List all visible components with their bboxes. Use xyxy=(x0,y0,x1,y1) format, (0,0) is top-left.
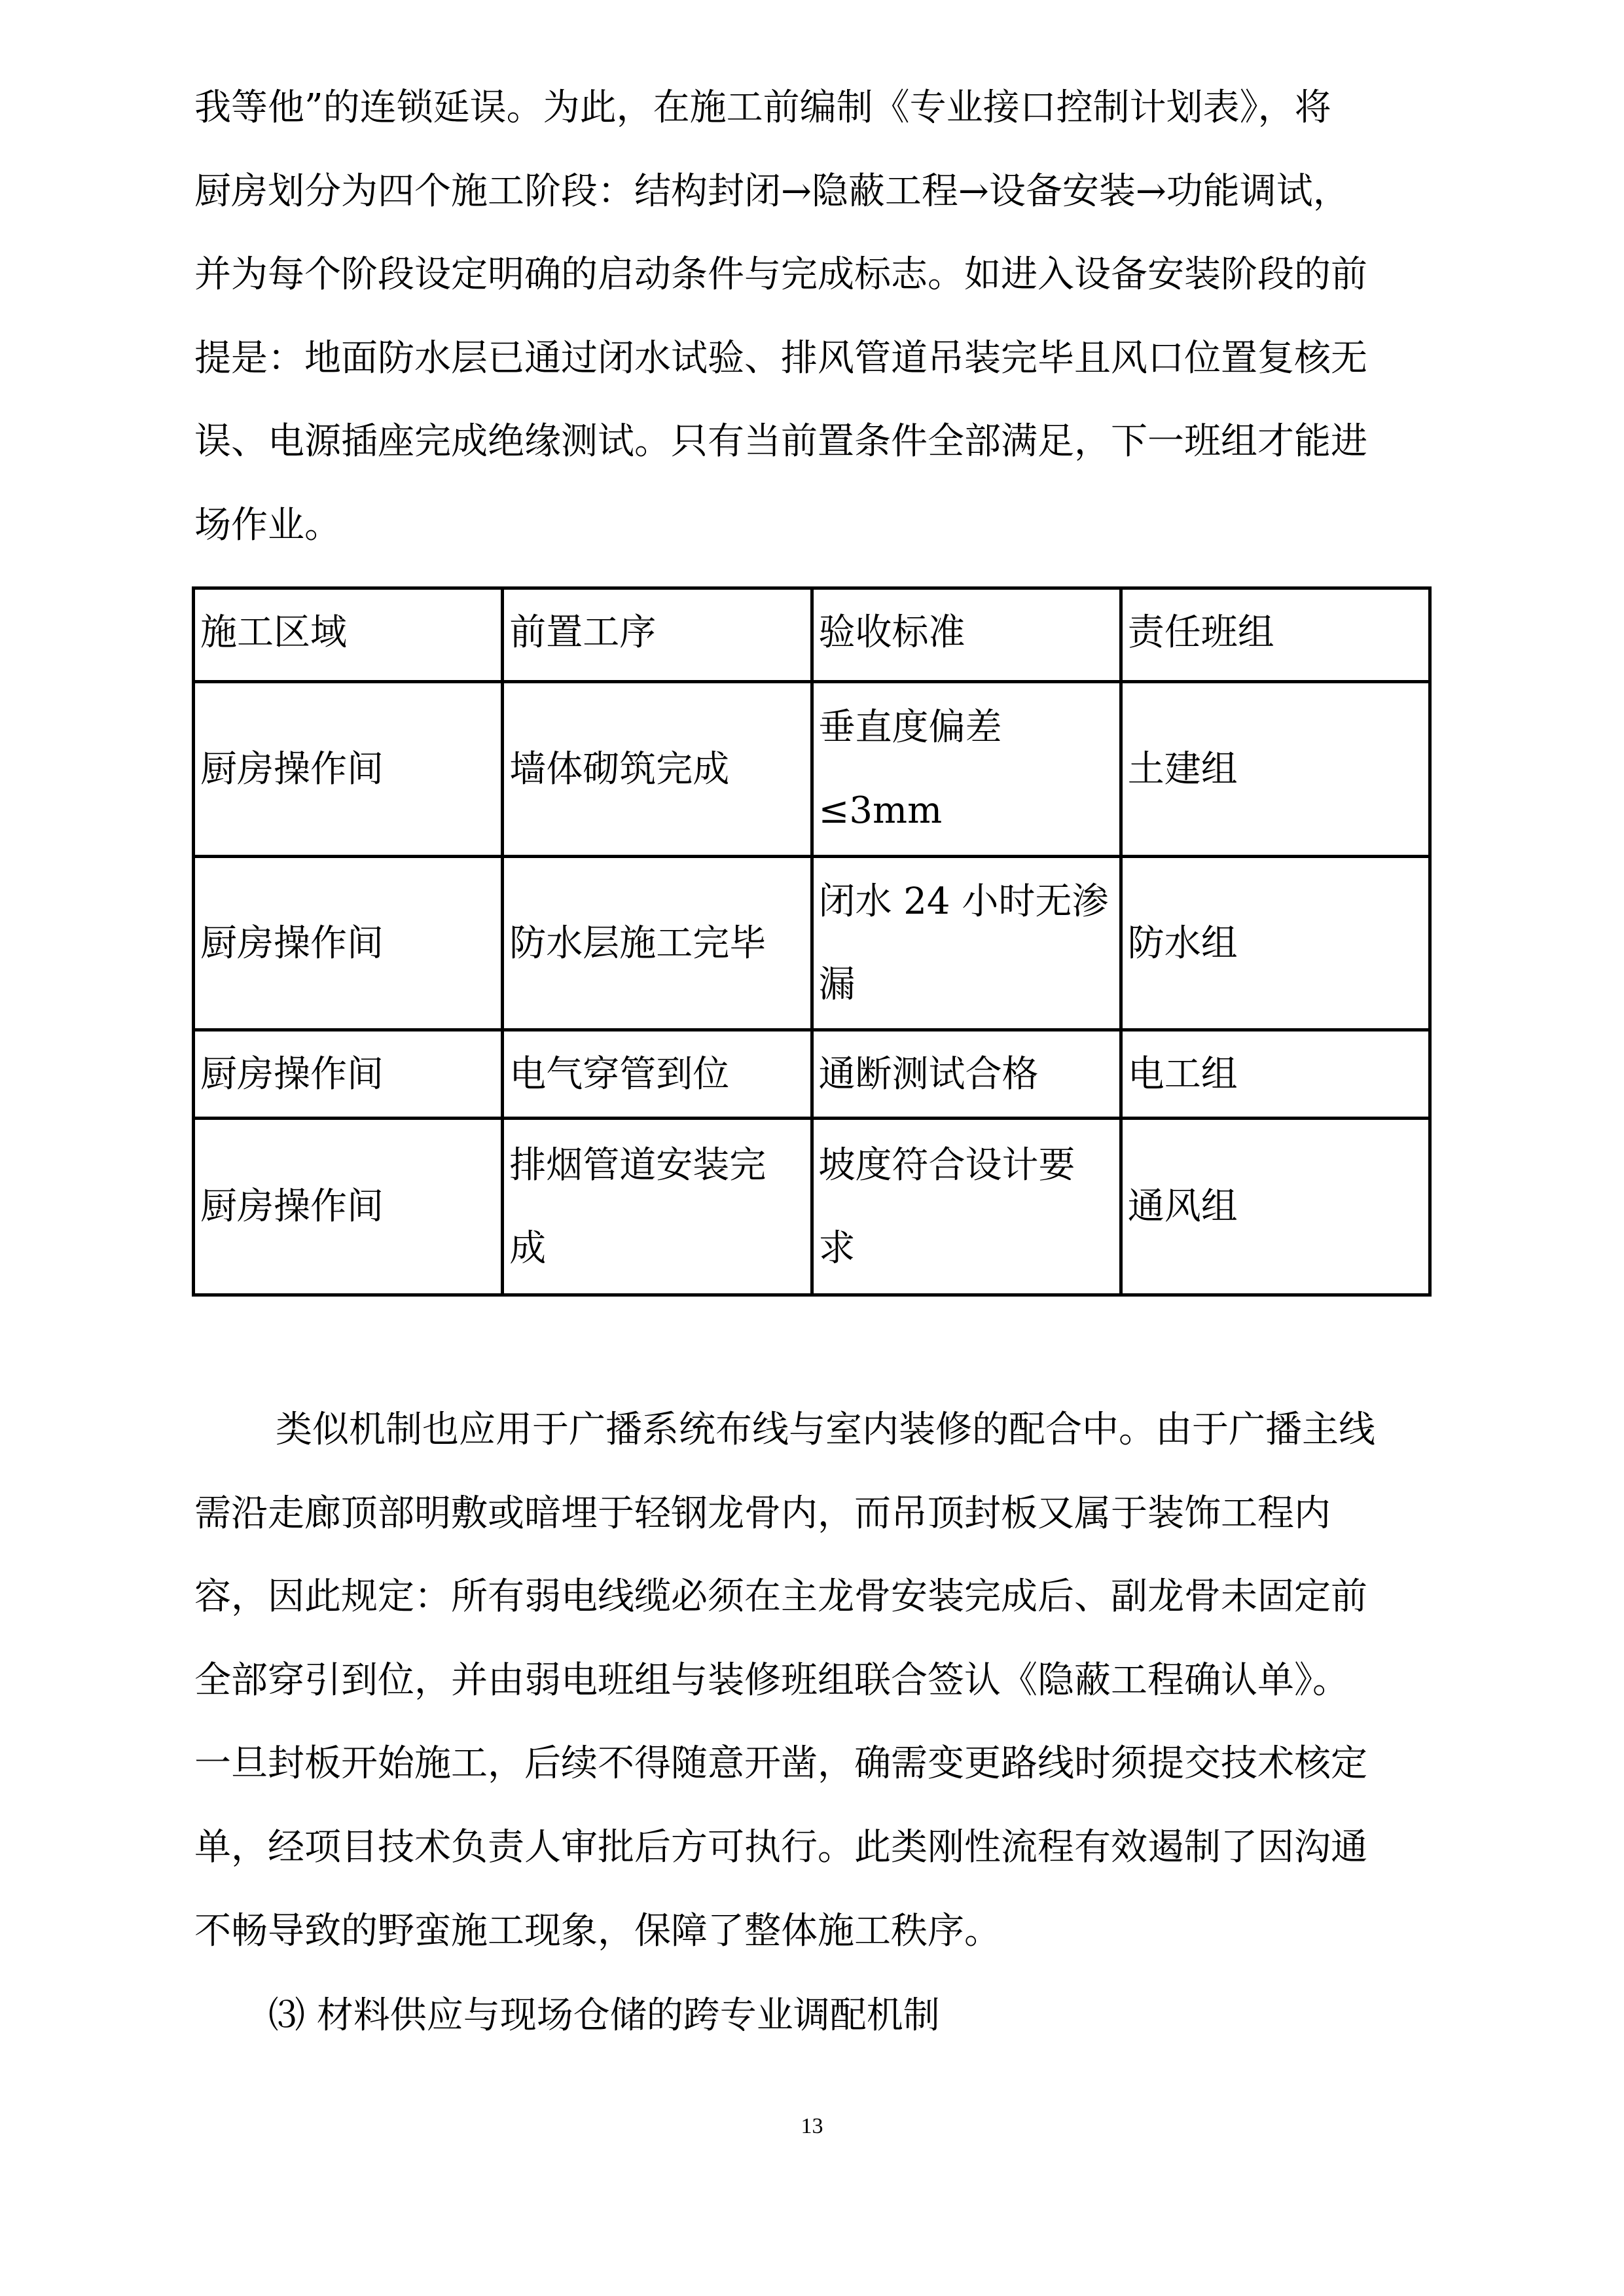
cell-prerequisite xyxy=(503,1119,812,1295)
cell-line: 成 xyxy=(509,1227,547,1270)
page-number: 13 xyxy=(801,2114,823,2138)
cell-line: 求 xyxy=(818,1227,856,1270)
table-row xyxy=(194,682,1430,857)
cell-standard: 通断测试合格 xyxy=(812,1030,1121,1119)
cell-area: 厨房操作间 xyxy=(194,1119,503,1295)
table-header-cell: 前置工序 xyxy=(503,588,812,682)
cell-standard xyxy=(812,1119,1121,1295)
cell-line: 排烟管道安装完 xyxy=(509,1143,767,1187)
cell-line: 闭水 24 小时无渗 xyxy=(818,880,1109,923)
cell-line: 坡度符合设计要 xyxy=(818,1143,1075,1187)
text-line: 需沿走廊顶部明敷或暗埋于轻钢龙骨内，而吊顶封板又属于装饰工程内 xyxy=(194,1492,1331,1535)
table-row xyxy=(194,857,1430,1030)
cell-team: 通风组 xyxy=(1121,1119,1430,1295)
text-line: 误、电源插座完成绝缘测试。只有当前置条件全部满足，下一班组才能进 xyxy=(194,420,1367,463)
cell-standard xyxy=(812,682,1121,857)
text-line: 并为每个阶段设定明确的启动条件与完成标志。如进入设备安装阶段的前 xyxy=(194,253,1367,296)
cell-line: 垂直度偏差 xyxy=(818,706,1002,749)
cell-team: 土建组 xyxy=(1121,682,1430,857)
text-line: 单，经项目技术负责人审批后方可执行。此类刚性流程有效遏制了因沟通 xyxy=(194,1825,1367,1869)
text-line: 全部穿引到位，并由弱电班组与装修班组联合签认《隐蔽工程确认单》。 xyxy=(194,1659,1349,1702)
text-line: 我等他”的连锁延误。为此，在施工前编制《专业接口控制计划表》，将 xyxy=(194,86,1331,129)
text-line: 提是：地面防水层已通过闭水试验、排风管道吊装完毕且风口位置复核无 xyxy=(194,336,1367,380)
cell-standard xyxy=(812,857,1121,1030)
table-header-cell: 验收标准 xyxy=(812,588,1121,682)
paragraph-broadcast-wiring xyxy=(194,1388,1418,1973)
cell-area: 厨房操作间 xyxy=(194,682,503,857)
cell-prerequisite: 防水层施工完毕 xyxy=(503,857,812,1030)
paragraph-interface-control xyxy=(194,66,1418,567)
cell-team: 防水组 xyxy=(1121,857,1430,1030)
cell-line: ≤3mm xyxy=(818,789,943,832)
cell-area: 厨房操作间 xyxy=(194,857,503,1030)
text-line: 类似机制也应用于广播系统布线与室内装修的配合中。由于广播主线 xyxy=(276,1408,1375,1451)
table-header-cell: 施工区域 xyxy=(194,588,503,682)
table-row xyxy=(194,1119,1430,1295)
text-line: 容，因此规定：所有弱电线缆必须在主龙骨安装完成后、副龙骨未固定前 xyxy=(194,1575,1367,1619)
text-line: 厨房划分为四个施工阶段：结构封闭→隐蔽工程→设备安装→功能调试， xyxy=(194,170,1350,213)
cell-team: 电工组 xyxy=(1121,1030,1430,1119)
table-header-cell: 责任班组 xyxy=(1121,588,1430,682)
cell-area: 厨房操作间 xyxy=(194,1030,503,1119)
table-row xyxy=(194,1030,1430,1119)
cell-prerequisite: 墙体砌筑完成 xyxy=(503,682,812,857)
text-line: 场作业。 xyxy=(194,503,341,547)
cell-prerequisite: 电气穿管到位 xyxy=(503,1030,812,1119)
cell-line: 漏 xyxy=(818,963,856,1006)
interface-control-table xyxy=(192,586,1432,1297)
text-line: 一旦封板开始施工，后续不得随意开凿，确需变更路线时须提交技术核定 xyxy=(194,1742,1367,1785)
section-subheading: ⑶ 材料供应与现场仓储的跨专业调配机制 xyxy=(268,1994,940,2037)
text-line: 不畅导致的野蛮施工现象，保障了整体施工秩序。 xyxy=(194,1909,1001,1952)
table-header-row xyxy=(194,588,1430,682)
